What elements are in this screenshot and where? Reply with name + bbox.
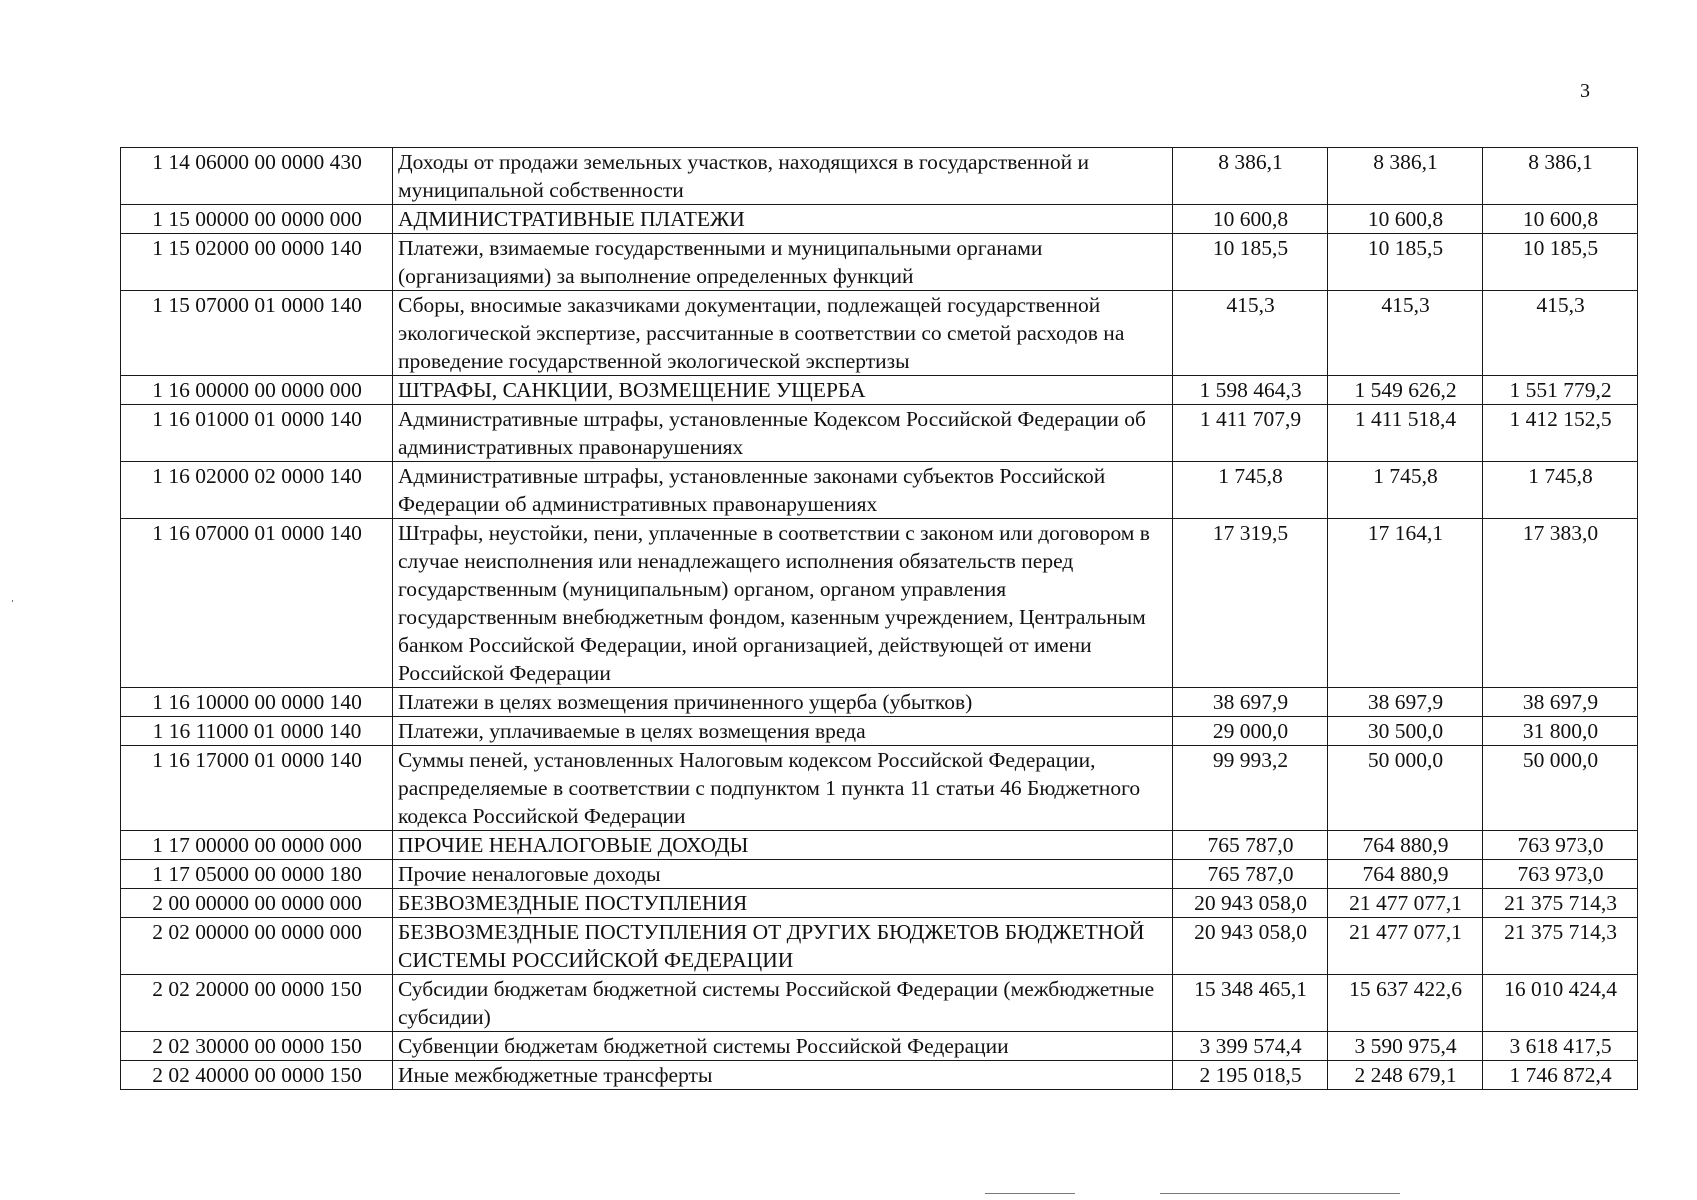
amount-cell-2: 1 411 518,4 — [1328, 405, 1483, 462]
table-row — [121, 918, 1638, 975]
amount-cell-2: 10 600,8 — [1328, 205, 1483, 234]
budget-code-cell: 1 15 00000 00 0000 000 — [121, 205, 393, 234]
budget-code-cell: 1 16 01000 01 0000 140 — [121, 405, 393, 462]
amount-cell-3: 1 551 779,2 — [1483, 376, 1638, 405]
revenue-name-cell: Субсидии бюджетам бюджетной системы Российской Федерации (межбюджетные субсидии) — [393, 975, 1173, 1032]
budget-code-cell: 1 16 07000 01 0000 140 — [121, 519, 393, 688]
table-row — [121, 860, 1638, 889]
amount-cell-3: 10 600,8 — [1483, 205, 1638, 234]
revenue-name-cell: Иные межбюджетные трансферты — [393, 1061, 1173, 1090]
amount-cell-1: 1 411 707,9 — [1173, 405, 1328, 462]
amount-cell-1: 20 943 058,0 — [1173, 889, 1328, 918]
amount-cell-3: 1 746 872,4 — [1483, 1061, 1638, 1090]
budget-code-cell: 1 14 06000 00 0000 430 — [121, 148, 393, 205]
amount-cell-3: 50 000,0 — [1483, 746, 1638, 831]
amount-cell-2: 3 590 975,4 — [1328, 1032, 1483, 1061]
amount-cell-2: 50 000,0 — [1328, 746, 1483, 831]
revenue-name-cell: Платежи, взимаемые государственными и муниципальными органами (организациями) за выполнение определенных функций — [393, 234, 1173, 291]
budget-code-cell: 1 16 10000 00 0000 140 — [121, 688, 393, 717]
amount-cell-3: 10 185,5 — [1483, 234, 1638, 291]
budget-code-cell: 2 02 20000 00 0000 150 — [121, 975, 393, 1032]
revenue-name-cell: Платежи, уплачиваемые в целях возмещения вреда — [393, 717, 1173, 746]
budget-code-cell: 2 02 40000 00 0000 150 — [121, 1061, 393, 1090]
amount-cell-2: 1 549 626,2 — [1328, 376, 1483, 405]
amount-cell-3: 31 800,0 — [1483, 717, 1638, 746]
revenue-name-cell: Сборы, вносимые заказчиками документации, подлежащей государственной экологической экспертизе, рассчитанные в соответствии со сметой расходов на проведение государственной экологической экспертизы — [393, 291, 1173, 376]
amount-cell-1: 2 195 018,5 — [1173, 1061, 1328, 1090]
table-row — [121, 405, 1638, 462]
amount-cell-1: 38 697,9 — [1173, 688, 1328, 717]
budget-code-cell: 2 02 00000 00 0000 000 — [121, 918, 393, 975]
budget-code-cell: 2 00 00000 00 0000 000 — [121, 889, 393, 918]
revenue-name-cell: ПРОЧИЕ НЕНАЛОГОВЫЕ ДОХОДЫ — [393, 831, 1173, 860]
revenue-name-cell: Суммы пеней, установленных Налоговым кодексом Российской Федерации, распределяемые в соответствии с подпунктом 1 пункта 11 статьи 46 Бюджетного кодекса Российской Федерации — [393, 746, 1173, 831]
scan-artifact — [985, 1193, 1075, 1194]
budget-code-cell: 1 15 02000 00 0000 140 — [121, 234, 393, 291]
revenue-name-cell: Прочие неналоговые доходы — [393, 860, 1173, 889]
amount-cell-2: 21 477 077,1 — [1328, 889, 1483, 918]
table-row — [121, 462, 1638, 519]
amount-cell-1: 1 598 464,3 — [1173, 376, 1328, 405]
table-row — [121, 205, 1638, 234]
revenue-name-cell: Платежи в целях возмещения причиненного ущерба (убытков) — [393, 688, 1173, 717]
revenue-table — [120, 147, 1638, 1090]
amount-cell-2: 38 697,9 — [1328, 688, 1483, 717]
amount-cell-1: 99 993,2 — [1173, 746, 1328, 831]
amount-cell-3: 16 010 424,4 — [1483, 975, 1638, 1032]
table-row — [121, 234, 1638, 291]
revenue-name-cell: Административные штрафы, установленные законами субъектов Российской Федерации об административных правонарушениях — [393, 462, 1173, 519]
table-row — [121, 889, 1638, 918]
table-row — [121, 746, 1638, 831]
amount-cell-1: 20 943 058,0 — [1173, 918, 1328, 975]
revenue-name-cell: Штрафы, неустойки, пени, уплаченные в соответствии с законом или договором в случае неисполнения или ненадлежащего исполнения обязательств перед государственным (муниципальным) органом, органом управления государственным внебюджетным фондом, казенным учреждением, Центральным банком Российской Федерации, иной организацией, действующей от имени Российской Федерации — [393, 519, 1173, 688]
amount-cell-2: 10 185,5 — [1328, 234, 1483, 291]
amount-cell-1: 8 386,1 — [1173, 148, 1328, 205]
table-row — [121, 1032, 1638, 1061]
amount-cell-2: 8 386,1 — [1328, 148, 1483, 205]
scan-artifact — [1160, 1193, 1400, 1194]
table-row — [121, 148, 1638, 205]
amount-cell-1: 3 399 574,4 — [1173, 1032, 1328, 1061]
revenue-name-cell: ШТРАФЫ, САНКЦИИ, ВОЗМЕЩЕНИЕ УЩЕРБА — [393, 376, 1173, 405]
budget-code-cell: 1 15 07000 01 0000 140 — [121, 291, 393, 376]
amount-cell-3: 8 386,1 — [1483, 148, 1638, 205]
amount-cell-3: 3 618 417,5 — [1483, 1032, 1638, 1061]
amount-cell-3: 21 375 714,3 — [1483, 889, 1638, 918]
amount-cell-3: 17 383,0 — [1483, 519, 1638, 688]
revenue-name-cell: АДМИНИСТРАТИВНЫЕ ПЛАТЕЖИ — [393, 205, 1173, 234]
revenue-name-cell: Доходы от продажи земельных участков, находящихся в государственной и муниципальной собственности — [393, 148, 1173, 205]
amount-cell-2: 2 248 679,1 — [1328, 1061, 1483, 1090]
amount-cell-1: 29 000,0 — [1173, 717, 1328, 746]
budget-code-cell: 2 02 30000 00 0000 150 — [121, 1032, 393, 1061]
amount-cell-2: 1 745,8 — [1328, 462, 1483, 519]
amount-cell-1: 415,3 — [1173, 291, 1328, 376]
amount-cell-2: 30 500,0 — [1328, 717, 1483, 746]
amount-cell-3: 1 412 152,5 — [1483, 405, 1638, 462]
table-row — [121, 376, 1638, 405]
table-row — [121, 291, 1638, 376]
amount-cell-1: 765 787,0 — [1173, 860, 1328, 889]
amount-cell-1: 10 185,5 — [1173, 234, 1328, 291]
budget-code-cell: 1 16 02000 02 0000 140 — [121, 462, 393, 519]
amount-cell-3: 415,3 — [1483, 291, 1638, 376]
revenue-name-cell: Административные штрафы, установленные Кодексом Российской Федерации об административных правонарушениях — [393, 405, 1173, 462]
amount-cell-3: 38 697,9 — [1483, 688, 1638, 717]
amount-cell-1: 15 348 465,1 — [1173, 975, 1328, 1032]
page-number: 3 — [1580, 80, 1590, 102]
amount-cell-1: 17 319,5 — [1173, 519, 1328, 688]
amount-cell-2: 764 880,9 — [1328, 831, 1483, 860]
amount-cell-1: 1 745,8 — [1173, 462, 1328, 519]
budget-code-cell: 1 16 11000 01 0000 140 — [121, 717, 393, 746]
budget-code-cell: 1 17 00000 00 0000 000 — [121, 831, 393, 860]
revenue-name-cell: БЕЗВОЗМЕЗДНЫЕ ПОСТУПЛЕНИЯ — [393, 889, 1173, 918]
amount-cell-2: 15 637 422,6 — [1328, 975, 1483, 1032]
budget-code-cell: 1 16 17000 01 0000 140 — [121, 746, 393, 831]
budget-code-cell: 1 16 00000 00 0000 000 — [121, 376, 393, 405]
table-row — [121, 688, 1638, 717]
revenue-name-cell: Субвенции бюджетам бюджетной системы Российской Федерации — [393, 1032, 1173, 1061]
table-row — [121, 831, 1638, 860]
amount-cell-1: 765 787,0 — [1173, 831, 1328, 860]
amount-cell-2: 415,3 — [1328, 291, 1483, 376]
amount-cell-2: 21 477 077,1 — [1328, 918, 1483, 975]
table-row — [121, 519, 1638, 688]
amount-cell-3: 763 973,0 — [1483, 831, 1638, 860]
amount-cell-1: 10 600,8 — [1173, 205, 1328, 234]
amount-cell-3: 763 973,0 — [1483, 860, 1638, 889]
scan-artifact — [12, 600, 13, 602]
table-row — [121, 1061, 1638, 1090]
table-row — [121, 717, 1638, 746]
amount-cell-2: 764 880,9 — [1328, 860, 1483, 889]
amount-cell-2: 17 164,1 — [1328, 519, 1483, 688]
revenue-name-cell: БЕЗВОЗМЕЗДНЫЕ ПОСТУПЛЕНИЯ ОТ ДРУГИХ БЮДЖЕТОВ БЮДЖЕТНОЙ СИСТЕМЫ РОССИЙСКОЙ ФЕДЕРАЦИИ — [393, 918, 1173, 975]
table-row — [121, 975, 1638, 1032]
amount-cell-3: 1 745,8 — [1483, 462, 1638, 519]
revenue-table-body — [121, 148, 1638, 1090]
amount-cell-3: 21 375 714,3 — [1483, 918, 1638, 975]
budget-code-cell: 1 17 05000 00 0000 180 — [121, 860, 393, 889]
